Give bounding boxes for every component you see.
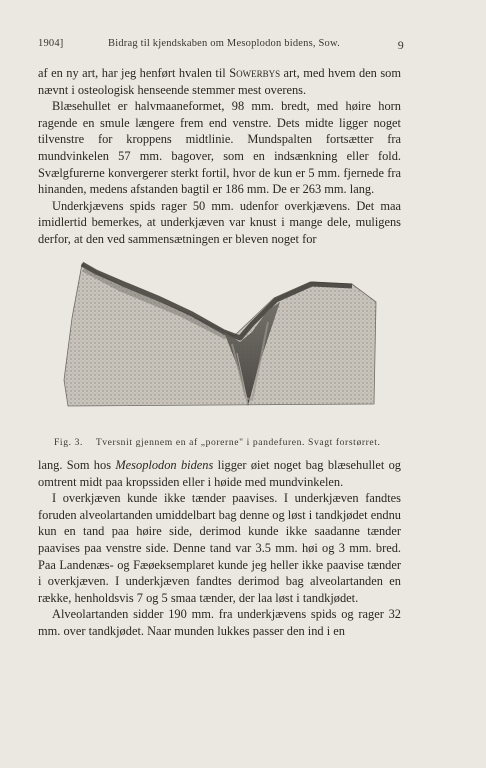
header-running-title: Bidrag til kjendskaben om Mesoplodon bidens, Sow.: [108, 38, 340, 49]
text-run: lang. Som hos: [38, 458, 116, 472]
figure-label: Fig. 3.: [54, 437, 83, 448]
cross-section-drawing: [62, 258, 378, 418]
text-run: af en ny art, har jeg henført hvalen til: [38, 66, 230, 80]
text-run: ligger øiet noget bag blæsehullet og omtrent midt paa kropssiden eller i høide med mundvinkelen.: [38, 458, 401, 489]
author-name-smallcaps: Sowerbys: [229, 66, 281, 80]
text-run: art, med hvem den som nævnt i osteologisk henseende stemmer mest overens.: [38, 66, 402, 97]
text-block-bottom: [38, 457, 401, 640]
paragraph: I overkjæven kunde ikke tænder paavises. I underkjæven fandtes foruden alveolartanden umiddelbart bag denne og løst i tandkjødet endnu kun en tand paa høire side, derimod kunde ikke saadanne tænder paavises paa venstre side. Denne tand var 3.5 mm. høi og 3 mm. bred. Paa Landenæs- og Fæøeksemplaret kunde jeg heller ikke paavise tænder i overkjæven. I underkjæven fandtes derimod bag alveolartanden en række, henholdsvis 7 og 5 smaa tænder, der laa løst i tandkjødet.: [38, 491, 402, 605]
page-number: 9: [397, 38, 404, 52]
paragraph: [38, 65, 401, 98]
figure-cross-section-illustration: [62, 258, 378, 418]
paragraph: Alveolartanden sidder 190 mm. fra underkjævens spids og rager 32 mm. over tandkjødet. Naar munden lukkes passer den ind i en: [38, 607, 401, 638]
paragraph: Blæsehullet er halvmaaneformet, 98 mm. bredt, med høire horn ragende en smule længere frem end venstre. Dets midte ligger noget tilvenstre for kroppens midtlinie. Mundspalten fortsætter fra mundvinkelen 57 mm. bagover, som en indsænkning eller fold. Svælgfurerne konvergerer sterkt fortil, hvor de kun er 5 mm. fjernede fra hinanden, medens afstanden bagtil er 186 mm. De er 263 mm. lang.: [38, 99, 401, 197]
species-name-italic: Mesoplodon bidens: [115, 458, 214, 472]
figure-caption: [54, 437, 404, 448]
header-year: 1904]: [38, 38, 64, 49]
text-block-top: [38, 65, 401, 248]
figure-caption-text: Tversnit gjennem en af „porerne" i pandefuren. Svagt forstørret.: [95, 437, 381, 448]
paragraph: [38, 457, 401, 490]
paragraph: Underkjævens spids rager 50 mm. udenfor overkjævens. Det maa imidlertid bemerkes, at underkjæven var knust i mange dele, muligens derfor, at den ved sammensætningen er bleven noget for: [38, 198, 401, 246]
